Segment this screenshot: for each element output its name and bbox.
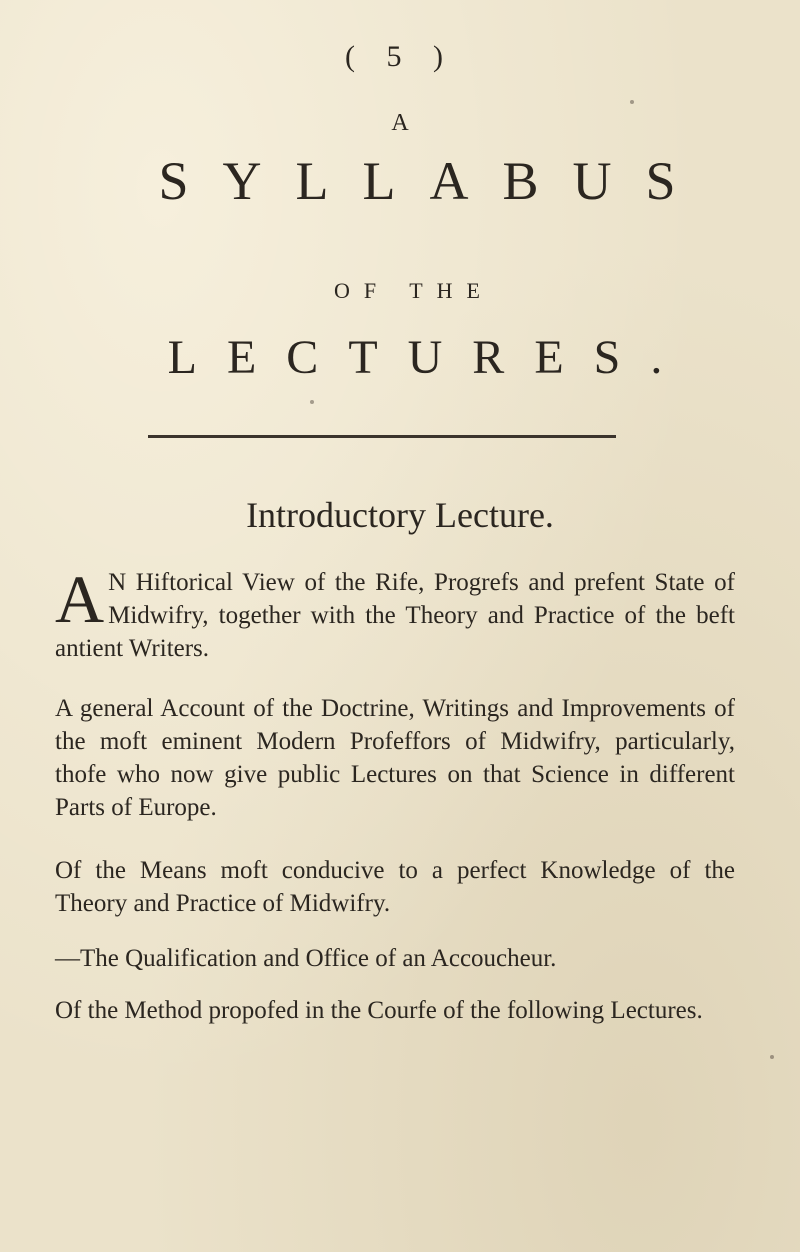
paragraph-3: Of the Means moft conducive to a perfect Knowledge of the Theory and Practice of Midwifry.: [55, 857, 735, 917]
horizontal-rule: [148, 435, 616, 438]
paragraph-5: Of the Method propofed in the Courfe of the following Lectures.: [55, 997, 703, 1024]
main-title: SYLLABUS: [158, 151, 710, 211]
paper-speck: [310, 400, 314, 404]
drop-cap: A: [55, 561, 105, 637]
title-article: A: [391, 110, 409, 136]
page-number: ( 5 ): [345, 40, 455, 73]
paragraph-1: [55, 561, 735, 665]
section-heading: Introductory Lecture.: [246, 495, 554, 535]
paragraph-2: A general Account of the Doctrine, Writings and Improvements of the moft eminent Modern Profeffors of Midwifry, particularly, thofe who now give public Lectures on that Science in different Parts of Europe.: [55, 695, 735, 821]
subtitle: LECTURES.: [167, 331, 693, 384]
paragraph-4: —The Qualification and Office of an Accoucheur.: [55, 945, 557, 972]
paragraph-1-text: N Hiftorical View of the Rife, Progrefs and prefent State of Midwifry, together with the Theory and Practice of the beft antient Writers.: [55, 569, 735, 662]
title-connector: OF THE: [334, 278, 494, 303]
paper-speck: [770, 1055, 774, 1059]
paper-speck: [630, 100, 634, 104]
